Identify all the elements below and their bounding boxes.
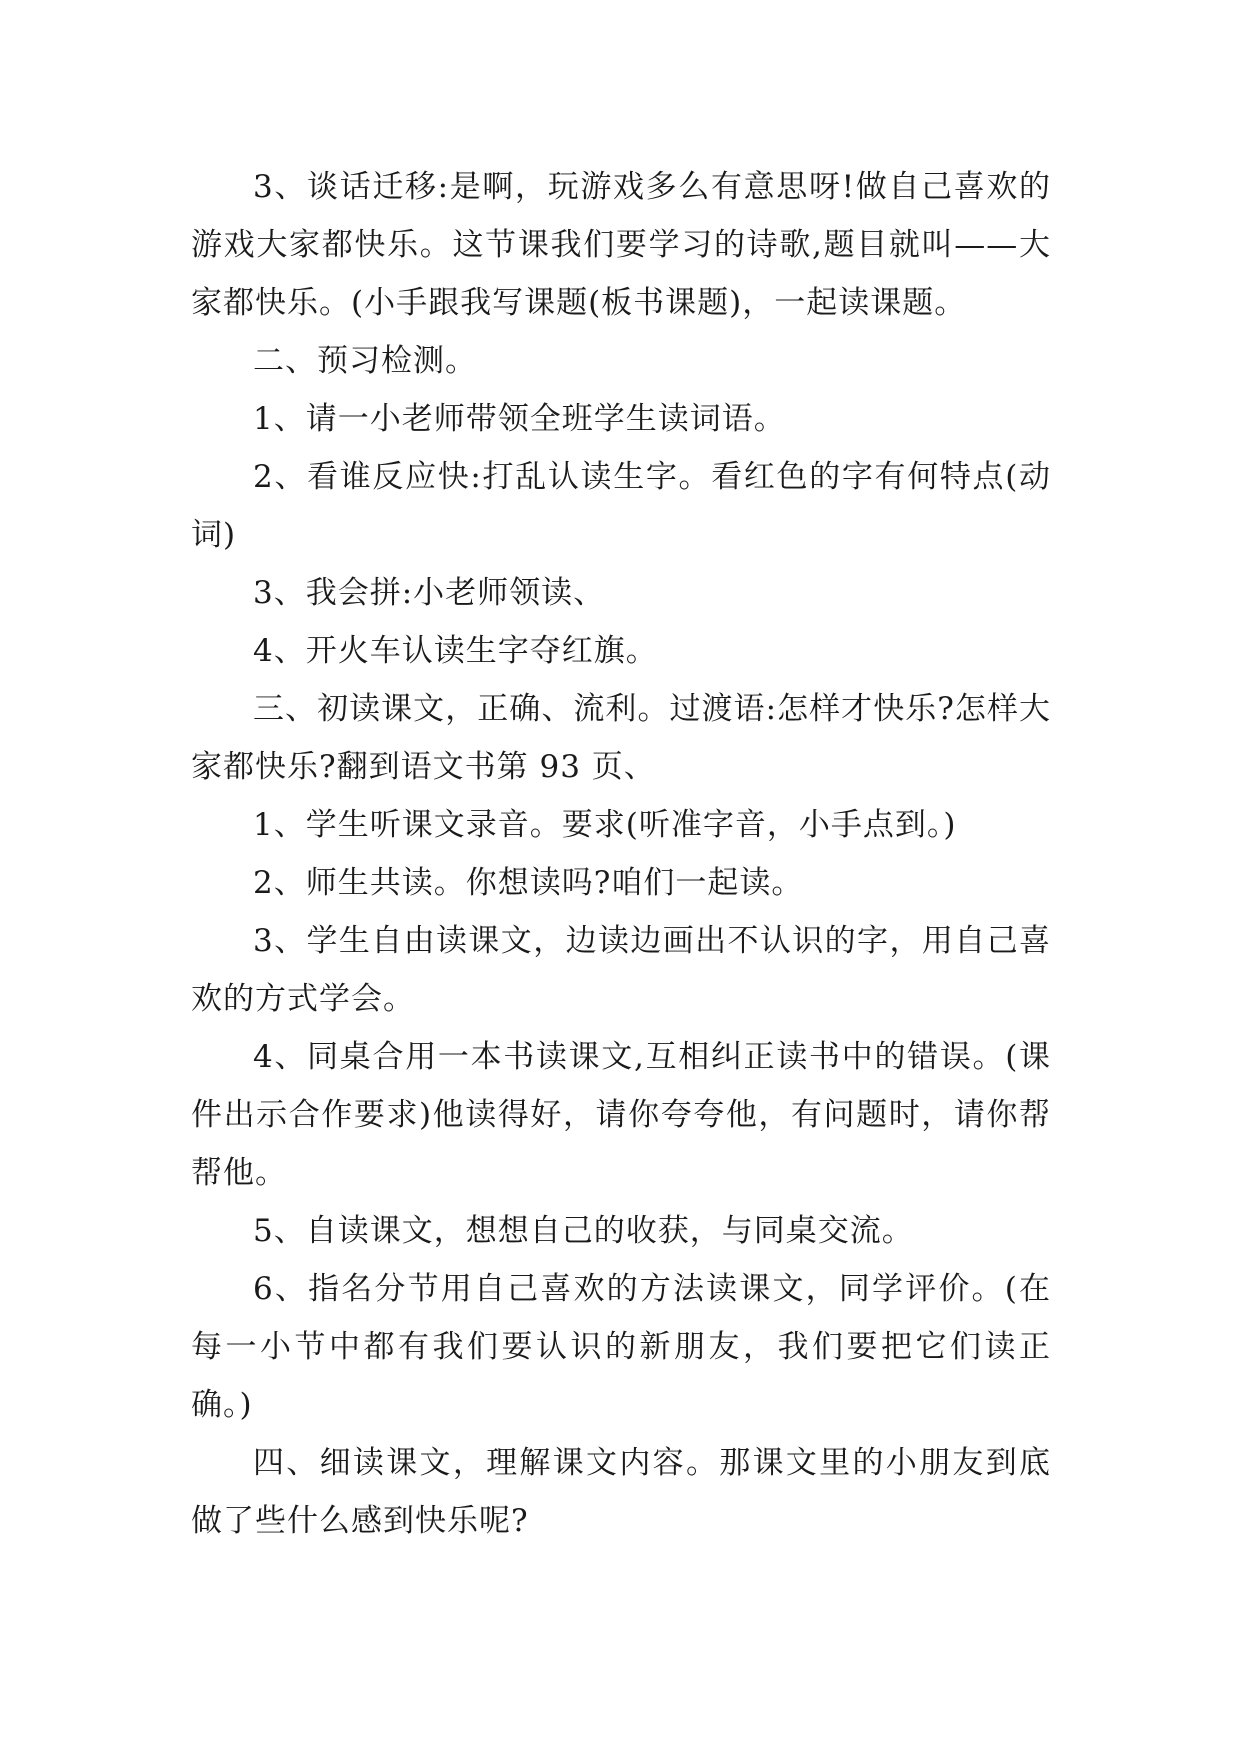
paragraph-listen-recording: 1、学生听课文录音。要求(听准字音，小手点到。) <box>253 807 957 843</box>
document-body <box>191 158 1051 1550</box>
paragraph-i-can-spell: 3、我会拼:小老师领读、 <box>253 575 606 611</box>
heading-first-reading: 三、初读课文，正确、流利。过渡语:怎样才快乐?怎样大家都快乐?翻到语文书第 93 页、 <box>191 691 1051 785</box>
heading-detailed-reading: 四、细读课文，理解课文内容。那课文里的小朋友到底做了些什么感到快乐呢? <box>191 1445 1051 1539</box>
paragraph-self-reading: 5、自读课文，想想自己的收获，与同桌交流。 <box>253 1213 914 1249</box>
paragraph-section-reading: 6、指名分节用自己喜欢的方法读课文，同学评价。(在每一小节中都有我们要认识的新朋友，我们要把它们读正确。) <box>191 1271 1051 1423</box>
paragraph-quick-reaction: 2、看谁反应快:打乱认读生字。看红色的字有何特点(动词) <box>191 459 1051 553</box>
paragraph-read-together: 2、师生共读。你想读吗?咱们一起读。 <box>253 865 804 901</box>
heading-preview-check: 二、预习检测。 <box>253 343 477 379</box>
paragraph-train-game: 4、开火车认读生字夺红旗。 <box>253 633 658 669</box>
paragraph-deskmate-reading: 4、同桌合用一本书读课文,互相纠正读书中的错误。(课件出示合作要求)他读得好，请你夸夸他，有问题时，请你帮帮他。 <box>191 1039 1051 1191</box>
paragraph-read-words: 1、请一小老师带领全班学生读词语。 <box>253 401 786 437</box>
paragraph-free-reading: 3、学生自由读课文，边读边画出不认识的字，用自己喜欢的方式学会。 <box>191 923 1051 1017</box>
paragraph-talk-transfer: 3、谈话迁移:是啊，玩游戏多么有意思呀!做自己喜欢的游戏大家都快乐。这节课我们要学习的诗歌,题目就叫——大家都快乐。(小手跟我写课题(板书课题)，一起读课题。 <box>191 169 1051 321</box>
